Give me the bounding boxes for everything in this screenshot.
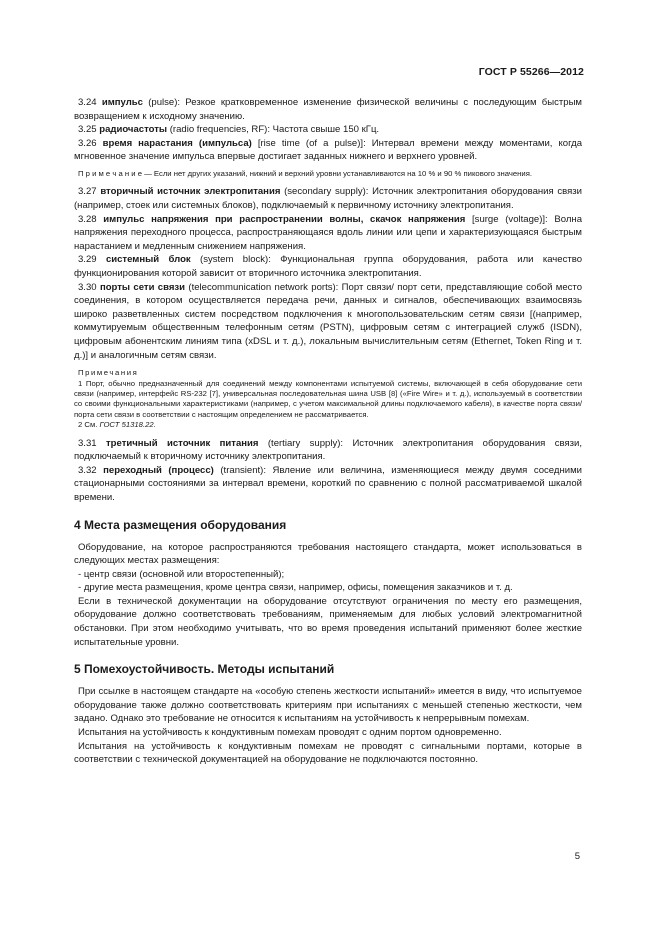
term-3-29: 3.29 системный блок (system block): Функциональная группа оборудования, работа или качество функционирования которой зависит от вторичного источника электропитания. [74,254,583,279]
term-3-30: 3.30 порты сети связи (telecommunication network ports): Порт связи/ порт сети, представляющие собой место соединения, в котором осуществляется передача речи, данных и сигналов, обеспечивающих взаимосвязь широко разветвленных систем посредством подключения к многопользовательским сетям связи [(например, коммутируемым общественным телефонным сетям (PSTN), цифровым сетям с интеграцией служб (ISDN), цифровым абонентским линиям типа (xDSL и т. д.), локальным вычислительным сетям (Ethernet, Token Ring и т. д.)] и аналогичным сетям связи. [74,281,582,361]
list-item: - центр связи (основной или второстепенный); [78,568,285,580]
term-title: вторичный источник электропитания [100,186,281,198]
section-4-heading: 4 Места размещения оборудования [74,517,287,532]
term-3-24: 3.24 импульс (pulse): Резкое кратковременное изменение физической величины с последующим быстрым возвращением к исходному значению. [74,97,582,122]
term-3-31: 3.31 третичный источник питания (tertiary supply): Источник электропитания оборудования связи, подключаемый к вторичному источнику электропитания. [74,437,582,463]
note-2: 2 См. ГОСТ 51318.22. [78,420,156,430]
term-title: порты сети связи [99,281,186,293]
term-title: системный блок [105,254,191,266]
term-title: третичный источник питания [106,437,259,449]
page-number: 5 [574,851,580,862]
term-title: импульс [101,97,143,108]
term-3-32: 3.32 переходный (процесс) (transient): Явление или величина, изменяющиеся между двумя соседними стационарными состояниями за интервал времени, короткий по сравнению с полной рассматриваемой шкалой времени. [74,464,582,503]
section-5-paragraph-3: Испытания на устойчивость к кондуктивным помехам не проводят с сигнальными портами, которые в соответствии с технической документацией на оборудование не подключаются постоянно. [74,740,582,766]
page-content [74,96,582,767]
list-item: - другие места размещения, кроме центра связи, например, офисы, помещения заказчиков и т. д. [78,582,513,594]
section-4-paragraph-2: Если в технической документации на оборудование отсутствуют ограничения по месту его размещения, оборудование должно соответствовать требованиям, применяемым для любых условий электромагнитной обстановки. При этом необходимо учитывать, что во время проведения испытаний применяют более жесткие испытательные уровни. [74,595,582,648]
gost-reference: ГОСТ 51318.22. [99,420,156,430]
term-title: импульс напряжения при распространении волны, скачок напряжения [103,213,466,225]
section-5-heading: 5 Помехоустойчивость. Методы испытаний [74,662,335,677]
term-3-25: 3.25 радиочастоты (radio frequencies, RF): Частота свыше 150 кГц. [78,124,380,136]
note-1: 1 Порт, обычно предназначенный для соединений между компонентами испытуемой системы, включающей в себя оборудование сети связи (например, интерфейс RS-232 [7], универсальная последовательная шина USB [8] («Fire Wire» и т. д.), используемый в соответствии со своими функциональными характеристиками (например, с учетом максимальной длины подключаемого кабеля), в качестве порта связи/порта сети связи в соответствии с настоящим определением не рассматривается. [74,378,582,419]
section-4-paragraph-1: Оборудование, на которое распространяются требования настоящего стандарта, может использоваться в следующих местах размещения: [74,541,582,567]
term-3-28: 3.28 импульс напряжения при распространении волны, скачок напряжения [surge (voltage)]: Волна напряжения переходного процесса, распространяющаяся вдоль линии или цепи и характеризующаяся быстрым нарастанием и медленным снижением напряжения. [74,213,582,252]
note-3-26: П р и м е ч а н и е — Если нет других указаний, нижний и верхний уровни устанавливаются на 10 % и 90 % пикового значения. [78,168,533,178]
section-5-paragraph-2: Испытания на устойчивость к кондуктивным помехам проводят с одним портом одновременно. [78,727,502,739]
section-5-paragraph-1: При ссылке в настоящем стандарте на «особую степень жесткости испытаний» имеется в виду, что испытуемое оборудование также должно соответствовать критериям при испытаниях с меньшей степенью жесткости, чем задано. Однако это требование не относится к испытаниям на устойчивость к непрерывным помехам. [74,686,582,725]
notes-heading: Примечания [78,368,139,378]
term-title: время нарастания (импульса) [102,137,252,149]
term-3-26: 3.26 время нарастания (импульса) [rise time (of a pulse)]: Интервал времени между моментами, когда мгновенное значение импульса впервые достигает заданных нижнего и верхнего уровней. [74,137,583,163]
term-3-27: 3.27 вторичный источник электропитания (secondary supply): Источник электропитания оборудования связи (например, стоек или системных блоков), подключаемый к первичному источнику электропитания. [74,186,582,211]
term-title: переходный (процесс) [103,464,214,476]
term-title: радиочастоты [99,124,168,136]
standard-header: ГОСТ Р 55266—2012 [478,66,584,78]
